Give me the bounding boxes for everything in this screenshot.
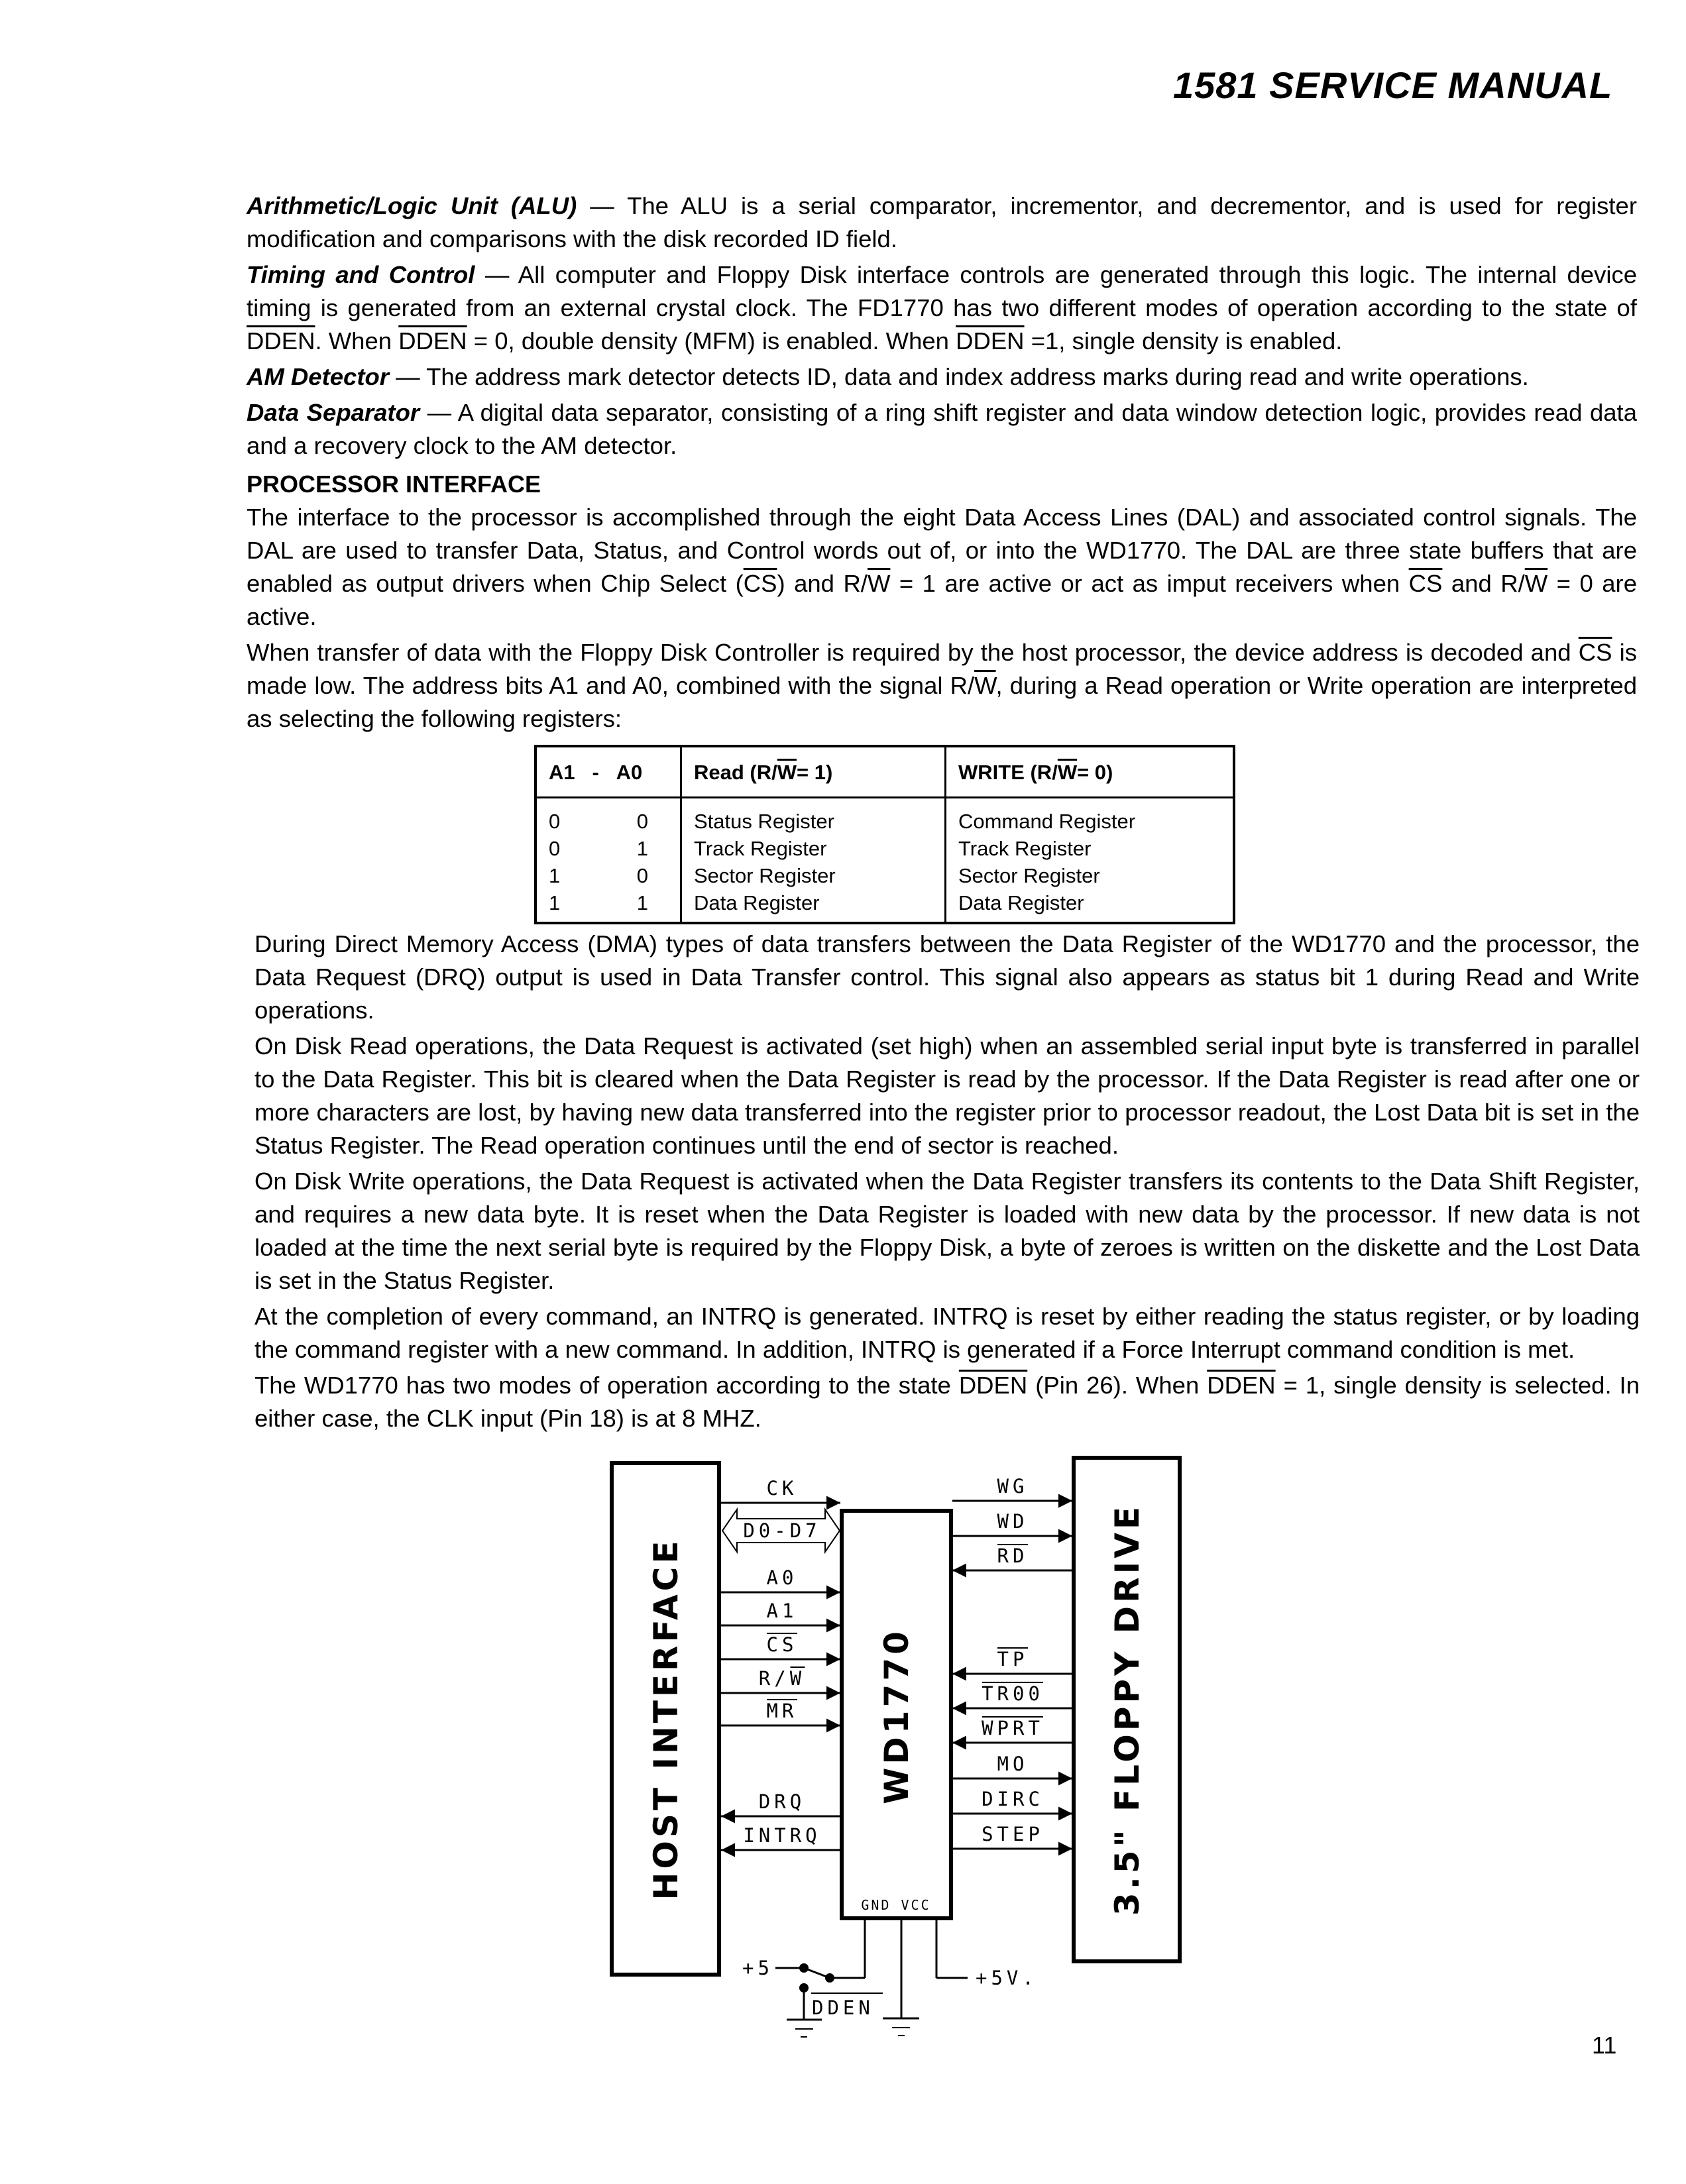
read-register-cell: Data Register xyxy=(681,889,946,923)
text-fragment: When transfer of data with the Floppy Disk Controller is required by the host processor, the device address is decoded and xyxy=(247,639,1579,666)
disk-write-paragraph: On Disk Write operations, the Data Request is activated when the Data Register transfers its contents to the Data Shift Register, and requires a new data byte. It is reset when the Data Register is loaded with new data by the processor. If new data is not loaded at the time the next serial byte is required by the Floppy Disk, a byte of zeroes is written on the diskette and the Lost Data is set in the Status Register. xyxy=(254,1168,1640,1294)
page-header-title: 1581 SERVICE MANUAL xyxy=(1173,64,1613,106)
read-register-cell: Sector Register xyxy=(681,862,946,889)
diagram-svg xyxy=(596,1438,1206,2067)
floppy-drive-label: 3.5" FLOPPY DRIVE xyxy=(1108,1503,1147,1916)
alu-paragraph xyxy=(247,190,1637,256)
header-address xyxy=(535,746,681,798)
table-row xyxy=(535,889,1234,923)
dden-label: DDEN xyxy=(812,1996,874,2019)
processor-interface-paragraph-1 xyxy=(247,501,1637,633)
text-fragment: = 1 are active or act as imput receivers when xyxy=(890,570,1409,597)
dma-and-operation-text xyxy=(254,928,1640,1438)
a0-value: 1 xyxy=(636,837,648,860)
table-header-row xyxy=(535,746,1234,798)
signal-a0-label: A0 xyxy=(766,1566,798,1589)
processor-interface-paragraph-2 xyxy=(247,636,1637,736)
address-cell xyxy=(535,835,681,862)
header-dash: - xyxy=(592,761,599,784)
alu-text: — The ALU is a serial comparator, incrementor, and decrementor, and is used for register modification and comparisons with the disk recorded ID field. xyxy=(247,192,1637,252)
w-signal: $\overline{W}$ xyxy=(867,570,891,597)
signal-tp-label: TP xyxy=(997,1648,1029,1670)
a0-value: 1 xyxy=(636,891,648,914)
header-write-prefix: WRITE (R/ xyxy=(958,761,1058,784)
cs-signal: $\overline{CS}$ xyxy=(743,570,777,597)
address-cell xyxy=(535,798,681,836)
signal-ck-label: CK xyxy=(766,1477,798,1500)
text-fragment: = 0, double density (MFM) is enabled. When xyxy=(467,327,956,355)
text-fragment: . When xyxy=(315,327,399,355)
signal-drq-label: DRQ xyxy=(758,1790,806,1813)
signal-step-label: STEP xyxy=(982,1823,1044,1845)
intrq-paragraph: At the completion of every command, an INTRQ is generated. INTRQ is reset by either reading the status register, or by loading the command register with a new command. In addition, INTRQ is generated if a Force Interrupt command condition is met. xyxy=(254,1303,1640,1363)
text-fragment: ) and R/ xyxy=(777,570,868,597)
signal-cs-label: CS xyxy=(766,1633,798,1656)
host-signal-lines xyxy=(721,1477,840,1850)
text-fragment: = 1, single density is selected. In either case, the CLK input (Pin 18) is at 8 MHZ. xyxy=(254,1372,1640,1432)
cs-signal: $\overline{CS}$ xyxy=(1408,570,1443,597)
section-heading-processor-interface: PROCESSOR INTERFACE xyxy=(247,470,541,498)
text-fragment: — All computer and Floppy Disk interface controls are generated through this logic. The internal device timing is generated from an external crystal clock. The FD1770 has two different modes of operation according to the state of xyxy=(247,261,1637,321)
disk-read-paragraph: On Disk Read operations, the Data Request is activated (set high) when an assembled serial input byte is transferred in parallel to the Data Register. This bit is cleared when the Data Register is read by the processor. If the Data Register is read after one or more characters are lost, by having new data transferred into the register prior to processor readout, the Lost Data bit is set in the Status Register. The Read operation continues until the end of sector is reached. xyxy=(254,1032,1640,1159)
dden-signal: DDEN xyxy=(1207,1372,1276,1399)
wd1770-block-diagram xyxy=(596,1438,1206,2067)
register-select-table xyxy=(534,745,1235,924)
signal-mr-label: MR xyxy=(766,1700,798,1722)
a1-value: 0 xyxy=(549,837,561,860)
a1-value: 1 xyxy=(549,891,561,914)
wd1770-label: WD1770 xyxy=(877,1628,916,1804)
header-write-w: $\overline{W}$ xyxy=(1057,761,1078,784)
table-row xyxy=(535,862,1234,889)
write-register-cell: Track Register xyxy=(946,835,1235,862)
write-register-cell: Command Register xyxy=(946,798,1235,836)
text-fragment: = 0 are active. xyxy=(247,570,1637,630)
header-a0: A0 xyxy=(616,761,643,784)
header-read-prefix: Read (R/ xyxy=(694,761,777,784)
signal-a1-label: A1 xyxy=(766,1600,798,1622)
signal-wprt-label: WPRT xyxy=(982,1717,1044,1739)
signal-d0-d7-label: D0-D7 xyxy=(743,1519,821,1542)
timing-control-paragraph xyxy=(247,258,1637,358)
density-mode-paragraph xyxy=(254,1369,1640,1435)
dma-paragraph: During Direct Memory Access (DMA) types of data transfers between the Data Register of the WD1770 and the processor, the Data Request (DRQ) output is used in Data Transfer control. This signal also appears as status bit 1 during Read and Write operations. xyxy=(254,930,1640,1024)
header-a1: A1 xyxy=(549,761,575,784)
w-signal: $\overline{W}$ xyxy=(1524,570,1548,597)
header-read xyxy=(681,746,946,798)
signal-tr00-label: TR00 xyxy=(982,1682,1044,1705)
term-data-separator: Data Separator xyxy=(247,399,420,426)
component-descriptions xyxy=(247,190,1637,738)
dden-signal: DDEN xyxy=(398,327,467,355)
text-fragment: is made low. The address bits A1 and A0, combined with the signal R/ xyxy=(247,639,1637,699)
switch-lever xyxy=(804,1968,830,1978)
host-interface-label: HOST INTERFACE xyxy=(647,1537,685,1900)
cs-signal: $\overline{CS}$ xyxy=(1578,639,1612,666)
text-fragment: , during a Read operation or Write operation are interpreted as selecting the following registers: xyxy=(247,672,1637,732)
dden-signal: DDEN xyxy=(958,1372,1028,1399)
a1-value: 0 xyxy=(549,810,561,833)
table-row xyxy=(535,835,1234,862)
header-write-suffix: = 0) xyxy=(1077,761,1113,784)
data-separator-text: — A digital data separator, consisting of a ring shift register and data window detection logic, provides read data and a recovery clock to the AM detector. xyxy=(247,399,1637,459)
signal-intrq-label: INTRQ xyxy=(743,1824,821,1847)
text-fragment: The interface to the processor is accomplished through the eight Data Access Lines (DAL) and associated control signals. The DAL are used to transfer Data, Status, and Control words out of, or into the WD1770. The DAL are three state buffers that are enabled as output drivers when Chip Select ( xyxy=(247,504,1637,597)
header-read-suffix: = 1) xyxy=(797,761,833,784)
a0-value: 0 xyxy=(636,864,648,887)
header-read-w: $\overline{W}$ xyxy=(777,761,797,784)
a0-value: 0 xyxy=(636,810,648,833)
signal-wg-label: WG xyxy=(997,1475,1029,1498)
read-register-cell: Track Register xyxy=(681,835,946,862)
address-cell xyxy=(535,862,681,889)
drive-signal-lines xyxy=(952,1475,1072,1849)
power-pins-label: GND VCC xyxy=(861,1897,931,1913)
read-register-cell: Status Register xyxy=(681,798,946,836)
page-number: 11 xyxy=(1592,2032,1617,2059)
write-register-cell: Sector Register xyxy=(946,862,1235,889)
text-fragment: and R/ xyxy=(1442,570,1525,597)
signal-r-w-label: R/W xyxy=(758,1667,806,1690)
am-detector-text: — The address mark detector detects ID, data and index address marks during read and write operations. xyxy=(388,363,1529,390)
a1-value: 1 xyxy=(549,864,561,887)
term-timing-control: Timing and Control xyxy=(247,261,475,288)
dden-signal: DDEN xyxy=(956,327,1025,355)
text-fragment: =1, single density is enabled. xyxy=(1024,327,1343,355)
data-separator-paragraph xyxy=(247,396,1637,463)
write-register-cell: Data Register xyxy=(946,889,1235,923)
text-fragment: (Pin 26). When xyxy=(1027,1372,1208,1399)
dden-signal: DDEN xyxy=(247,327,315,355)
am-detector-paragraph xyxy=(247,360,1637,394)
term-am-detector: AM Detector xyxy=(247,363,389,390)
signal-mo-label: MO xyxy=(997,1753,1029,1775)
term-alu: Arithmetic/Logic Unit (ALU) xyxy=(247,192,577,219)
header-write xyxy=(946,746,1235,798)
w-signal: $\overline{W}$ xyxy=(974,672,996,699)
address-cell xyxy=(535,889,681,923)
signal-rd-label: RD xyxy=(997,1545,1029,1567)
signal-dirc-label: DIRC xyxy=(982,1788,1044,1810)
text-fragment: The WD1770 has two modes of operation according to the state xyxy=(254,1372,959,1399)
table-row xyxy=(535,798,1234,836)
signal-wd-label: WD xyxy=(997,1510,1029,1533)
plus5v-label: +5V. xyxy=(976,1967,1038,1989)
plus5-label: +5 xyxy=(742,1957,773,1979)
